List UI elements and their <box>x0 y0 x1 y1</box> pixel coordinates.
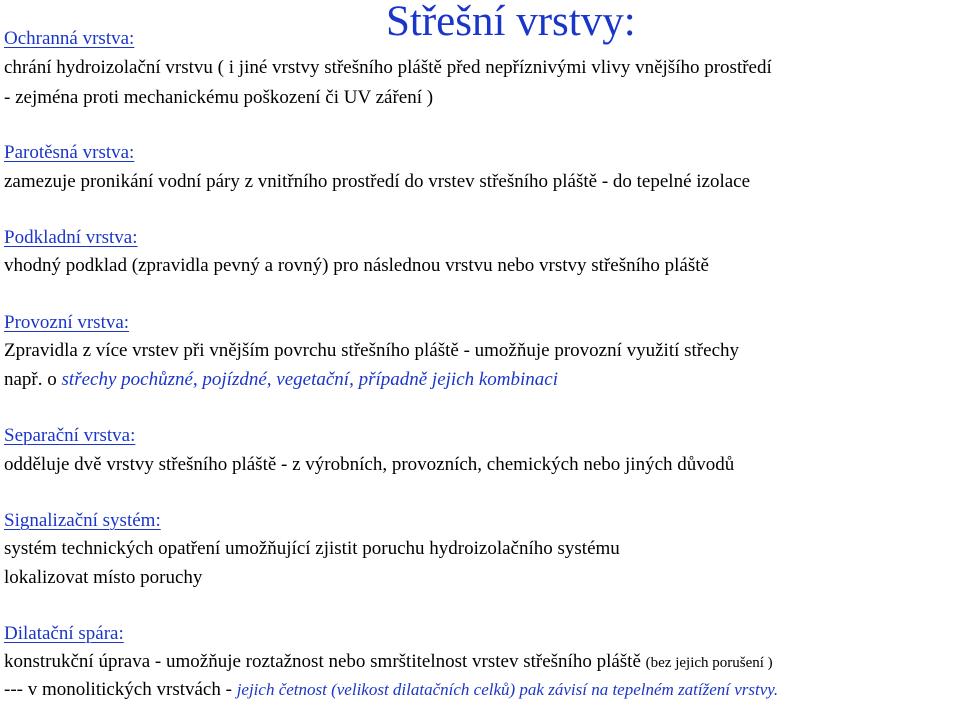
text-dilatacni-line-1 <box>4 652 773 671</box>
text-provozni-line-1: Zpravidla z více vrstev při vnějším povrchu střešního pláště - umožňuje provozní využití střechy <box>4 340 739 361</box>
text-provozni-prefix: např. o <box>4 369 62 390</box>
heading-podkladni-vrstva: Podkladní vrstva: <box>4 227 138 248</box>
heading-dilatacni-spara: Dilatační spára: <box>4 623 124 644</box>
text-dilatacni-prefix: --- v monolitických vrstvách - <box>4 679 237 700</box>
text-dilatacni-note: (bez jejich porušení ) <box>645 655 773 671</box>
text-ochranna-line-1: chrání hydroizolační vrstvu ( i jiné vrstvy střešního pláště před nepříznivými vlivy vnějšího prostředí <box>4 57 772 78</box>
text-provozni-line-2 <box>4 370 558 389</box>
text-dilatacni-main: konstrukční úprava - umožňuje roztažnost nebo smrštitelnost vrstev střešního pláště <box>4 651 646 672</box>
heading-parotesna-vrstva: Parotěsná vrstva: <box>4 142 135 163</box>
text-dilatacni-line-2 <box>4 680 778 699</box>
heading-provozni-vrstva: Provozní vrstva: <box>4 312 130 333</box>
heading-separacni-vrstva: Separační vrstva: <box>4 425 136 446</box>
text-podkladni-line-1: vhodný podklad (zpravidla pevný a rovný) pro následnou vrstvu nebo vrstvy střešního pláště <box>4 255 709 276</box>
text-signalizacni-line-2: lokalizovat místo poruchy <box>4 567 203 588</box>
text-dilatacni-detail: jejich četnost (velikost dilatačních celků) pak závisí na tepelném zatížení vrstvy. <box>236 680 779 699</box>
text-provozni-examples: střechy pochůzné, pojízdné, vegetační, případně jejich kombinaci <box>61 369 559 390</box>
page-title: Střešní vrstvy: <box>386 0 636 45</box>
heading-signalizacni-system: Signalizační systém: <box>4 510 161 531</box>
text-ochranna-line-2: - zejména proti mechanickému poškození či UV záření ) <box>4 87 434 108</box>
heading-ochranna-vrstva: Ochranná vrstva: <box>4 28 135 49</box>
text-parotesna-line-1: zamezuje pronikání vodní páry z vnitřního prostředí do vrstev střešního pláště - do tepelné izolace <box>4 171 751 192</box>
text-signalizacni-line-1: systém technických opatření umožňující zjistit poruchu hydroizolačního systému <box>4 538 620 559</box>
text-separacni-line-1: odděluje dvě vrstvy střešního pláště - z výrobních, provozních, chemických nebo jiných důvodů <box>4 454 735 475</box>
